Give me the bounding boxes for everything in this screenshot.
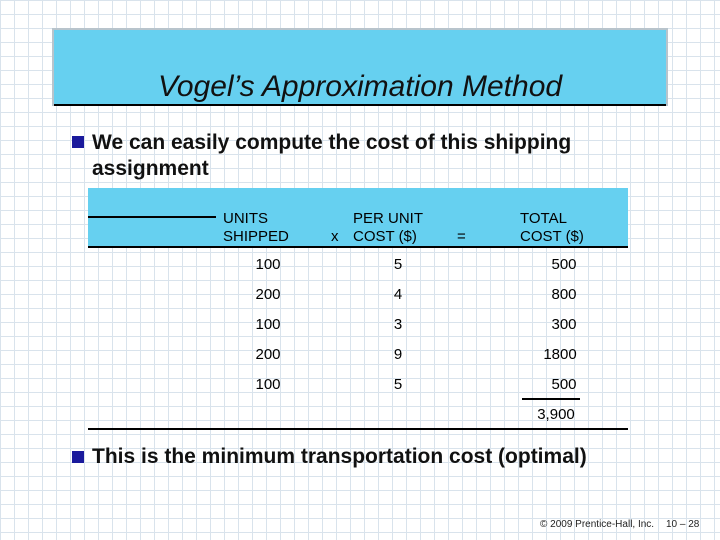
- units-cell: 100: [255, 376, 281, 393]
- bullet-square-icon: [72, 136, 84, 148]
- header-units-line2: SHIPPED: [223, 228, 289, 245]
- header-equals: =: [457, 228, 466, 245]
- grand-total: 3,900: [537, 406, 575, 423]
- units-cell: 200: [255, 286, 281, 303]
- units-cell: 100: [255, 316, 281, 333]
- header-per-unit: [353, 210, 423, 246]
- header-per-unit-line1: PER UNIT: [353, 210, 424, 227]
- total-cell: 1800: [543, 346, 577, 363]
- header-underline: [88, 246, 628, 248]
- title-box: [52, 28, 668, 106]
- header-times: x: [331, 228, 339, 245]
- cost-cell: 3: [393, 316, 403, 333]
- footer-copyright: © 2009 Prentice-Hall, Inc.: [540, 519, 655, 530]
- cost-cell: 9: [393, 346, 403, 363]
- slide-title: Vogel’s Approximation Method: [157, 70, 563, 103]
- header-units: [223, 210, 289, 246]
- cost-cell: 5: [393, 376, 403, 393]
- bullet-text-1: We can easily compute the cost of this shipping assignment: [92, 131, 572, 180]
- cost-cell: 5: [393, 256, 403, 273]
- total-cell: 500: [551, 376, 577, 393]
- header-total-line1: TOTAL: [520, 210, 567, 227]
- header-per-unit-line2: COST ($): [353, 228, 417, 245]
- header-total-line2: COST ($): [520, 228, 584, 245]
- total-cell: 500: [551, 256, 577, 273]
- table-bottom-rule: [88, 428, 628, 430]
- header-label-rule: [88, 216, 216, 218]
- total-cell: 800: [551, 286, 577, 303]
- footer-page-number: 10 – 28: [666, 519, 700, 530]
- header-total: [520, 210, 584, 246]
- bullet-text-2: This is the minimum transportation cost (optimal): [92, 445, 587, 468]
- bullet-square-icon: [72, 451, 84, 463]
- title-underline: [54, 104, 666, 106]
- cost-cell: 4: [393, 286, 403, 303]
- total-cell: 300: [551, 316, 577, 333]
- header-units-line1: UNITS: [223, 210, 268, 227]
- units-cell: 200: [255, 346, 281, 363]
- units-cell: 100: [255, 256, 281, 273]
- sum-rule: [522, 398, 580, 400]
